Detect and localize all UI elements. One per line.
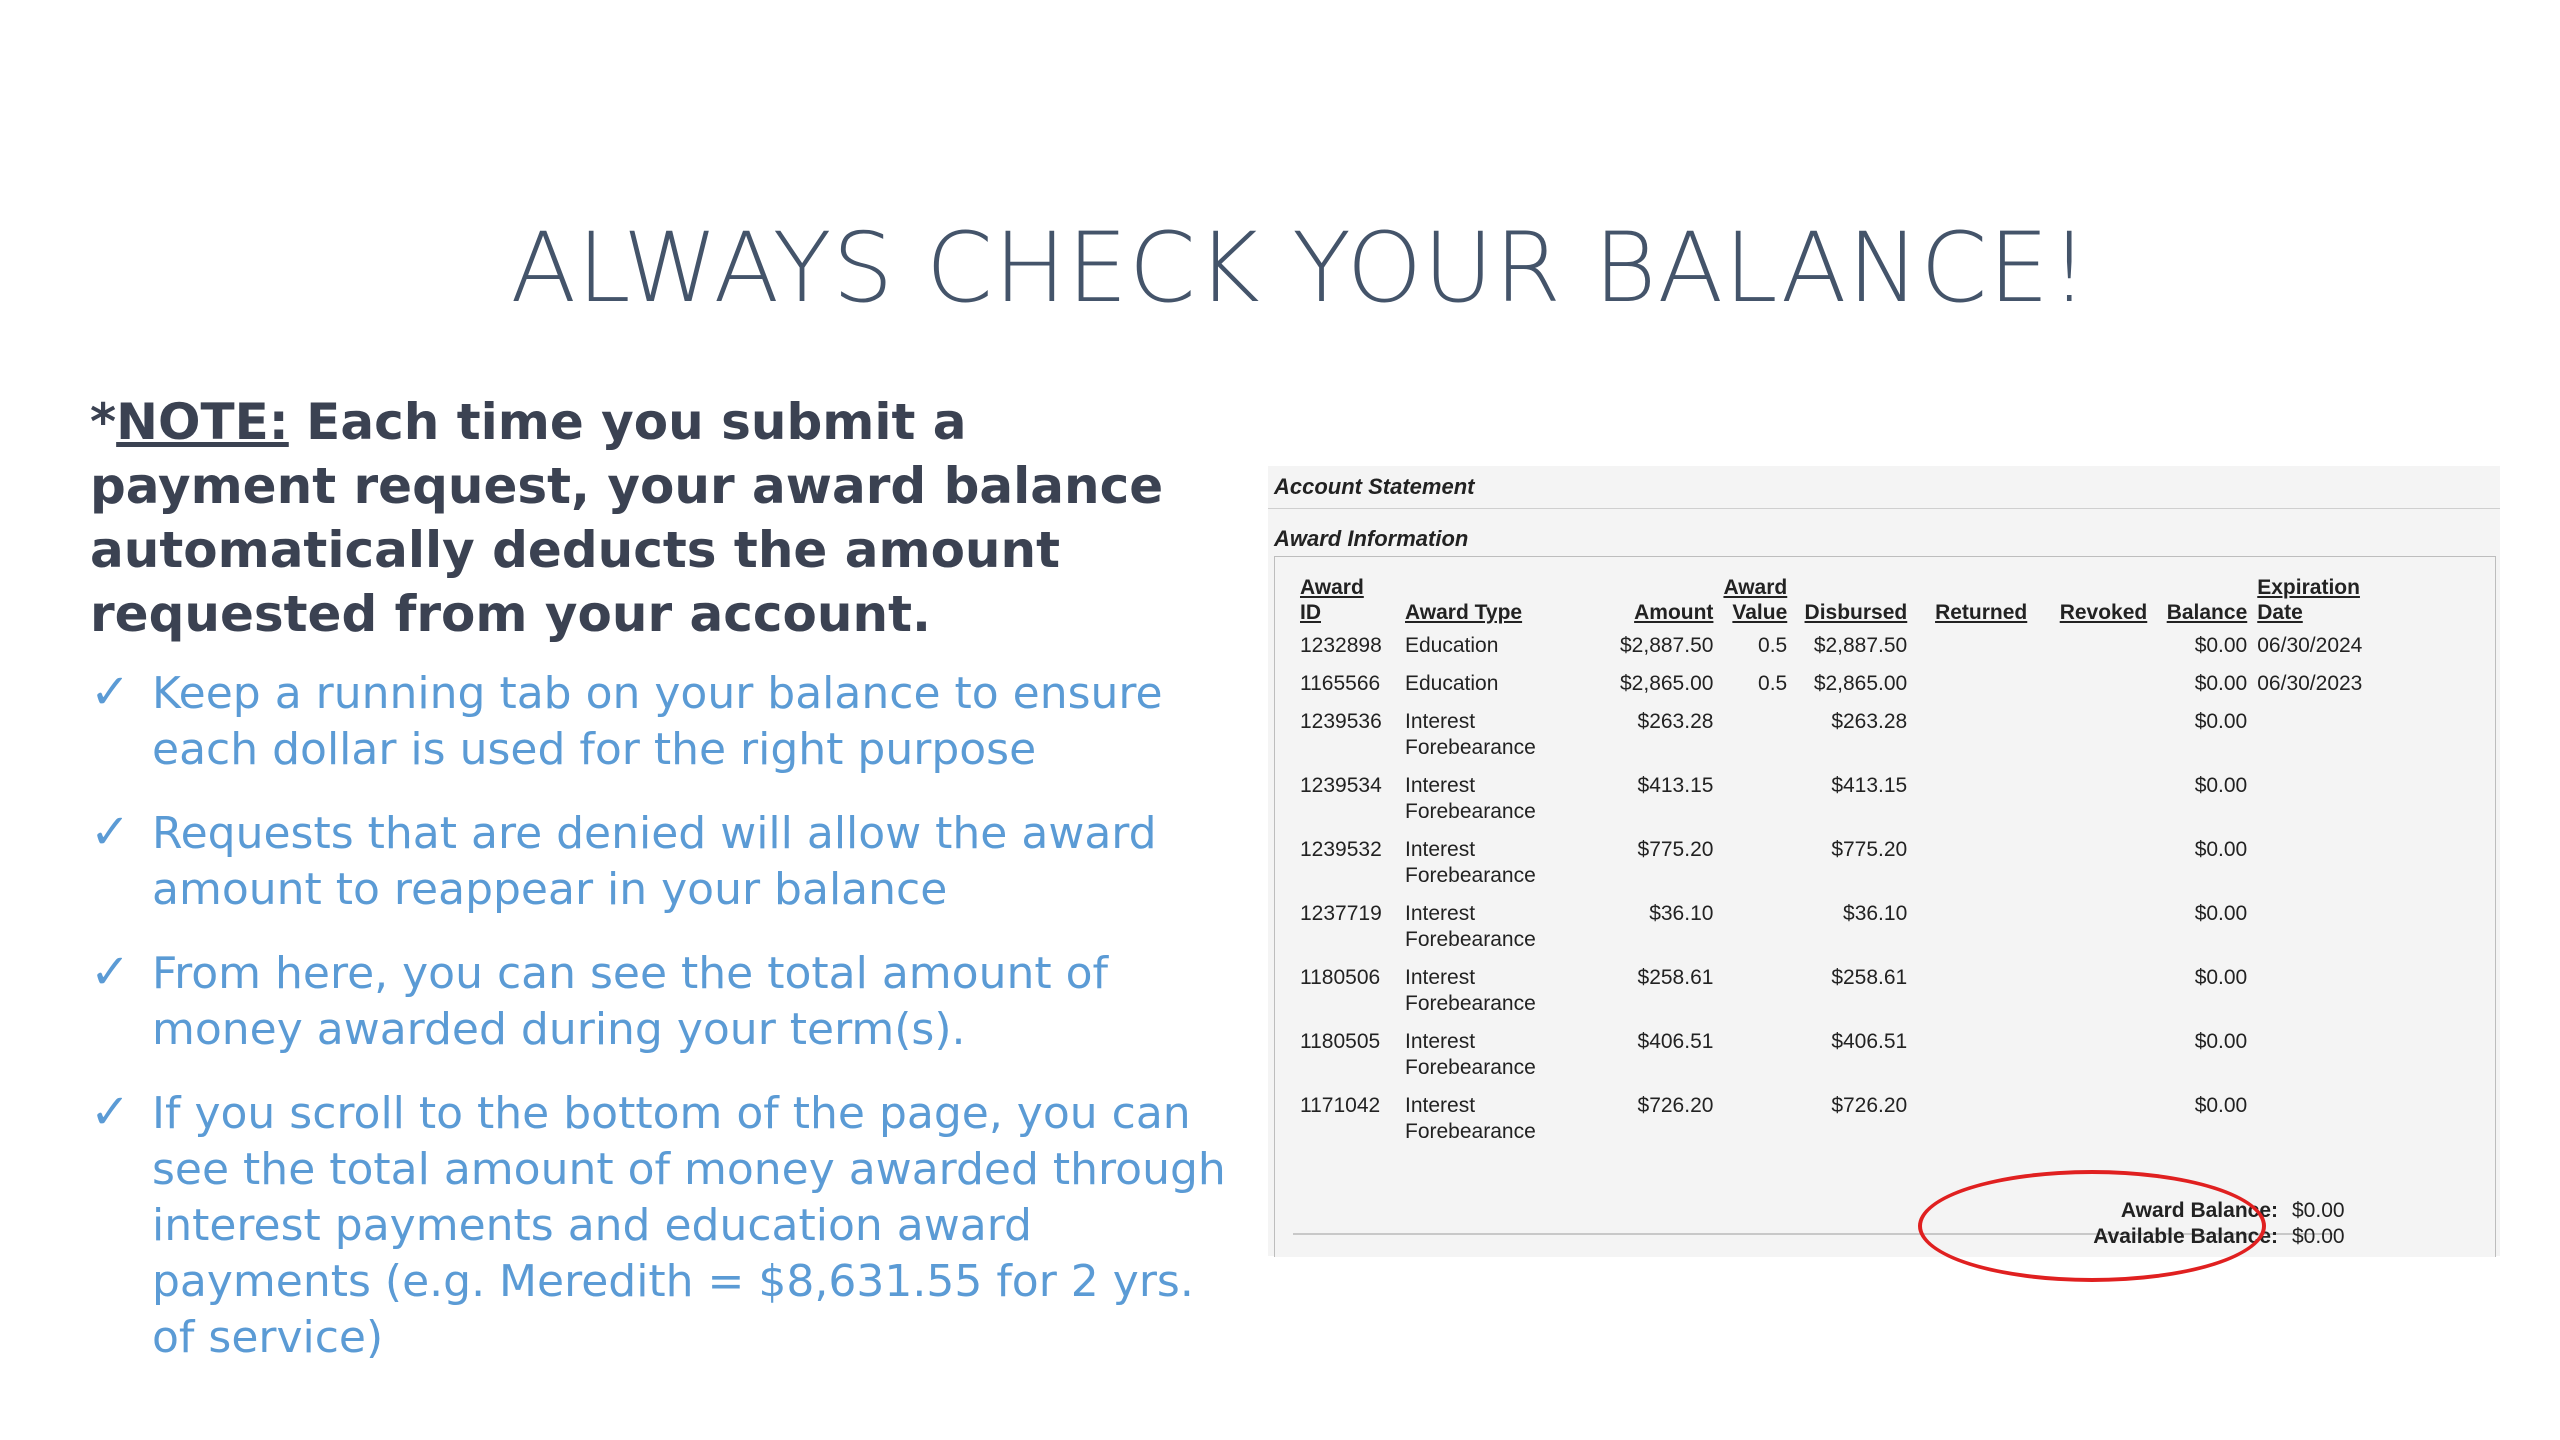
header-amount[interactable]: Amount xyxy=(1634,601,1714,624)
cell-id: 1180505 xyxy=(1300,1030,1381,1053)
cell-returned xyxy=(1912,899,2032,963)
cell-expiration xyxy=(2252,963,2372,1027)
award-balance-label: Award Balance: xyxy=(2120,1199,2278,1222)
cell-expiration xyxy=(2252,835,2372,899)
cell-value xyxy=(1718,899,1792,963)
cell-award-type: Education xyxy=(1405,672,1499,695)
cell-value: 0.5 xyxy=(1758,634,1788,657)
cell-award-type: Education xyxy=(1405,634,1499,657)
divider xyxy=(1268,508,2500,509)
bullet-list xyxy=(90,666,1230,1394)
cell-disbursed: $413.15 xyxy=(1831,774,1908,797)
award-table xyxy=(1295,575,2372,1155)
cell-expiration: 06/30/2024 xyxy=(2257,634,2363,657)
cell-returned xyxy=(1912,1091,2032,1155)
header-expiration-date[interactable]: Expiration Date xyxy=(2257,576,2360,624)
cell-amount: $413.15 xyxy=(1637,774,1714,797)
cell-returned xyxy=(1912,1027,2032,1091)
cell-disbursed: $726.20 xyxy=(1831,1094,1908,1117)
cell-returned xyxy=(1912,631,2032,669)
bullet-text: From here, you can see the total amount of money awarded during your term(s). xyxy=(152,948,1108,1055)
cell-value xyxy=(1718,963,1792,1027)
cell-value xyxy=(1718,707,1792,771)
bullet-item xyxy=(90,666,1230,778)
account-statement-heading: Account Statement xyxy=(1274,474,1475,499)
cell-balance: $0.00 xyxy=(2194,838,2248,861)
cell-id: 1239532 xyxy=(1300,838,1382,861)
table-row xyxy=(1295,963,2372,1027)
cell-id: 1171042 xyxy=(1300,1094,1381,1117)
cell-amount: $36.10 xyxy=(1649,902,1714,925)
table-row xyxy=(1295,631,2372,669)
table-row xyxy=(1295,899,2372,963)
cell-amount: $726.20 xyxy=(1637,1094,1714,1117)
note-text: Each time you submit a payment request, your award balance automatically deducts the amount requested from your account. xyxy=(90,393,1164,643)
award-balance-value: $0.00 xyxy=(2292,1199,2345,1222)
award-information-heading: Award Information xyxy=(1274,526,1469,551)
cell-balance: $0.00 xyxy=(2194,634,2248,657)
cell-disbursed: $36.10 xyxy=(1843,902,1908,925)
cell-expiration xyxy=(2252,707,2372,771)
cell-revoked xyxy=(2032,899,2152,963)
note-prefix: * xyxy=(90,393,117,451)
cell-revoked xyxy=(2032,771,2152,835)
header-disbursed[interactable]: Disbursed xyxy=(1804,601,1908,624)
cell-returned xyxy=(1912,771,2032,835)
cell-returned xyxy=(1912,669,2032,707)
bullet-text: If you scroll to the bottom of the page, you can see the total amount of money awarded through interest payments and education award payments (e.g. Meredith = $8,631.55 for 2 yrs. of service) xyxy=(152,1088,1226,1363)
cell-id: 1180506 xyxy=(1300,966,1381,989)
cell-value xyxy=(1718,771,1792,835)
cell-award-type: Interest Forebearance xyxy=(1405,902,1536,951)
cell-expiration xyxy=(2252,1027,2372,1091)
slide-title: ALWAYS CHECK YOUR BALANCE! xyxy=(510,212,2090,324)
cell-expiration xyxy=(2252,771,2372,835)
cell-amount: $406.51 xyxy=(1637,1030,1714,1053)
cell-balance: $0.00 xyxy=(2194,672,2248,695)
cell-amount: $775.20 xyxy=(1637,838,1714,861)
cell-disbursed: $2,865.00 xyxy=(1813,672,1908,695)
cell-award-type: Interest Forebearance xyxy=(1405,838,1536,887)
cell-award-type: Interest Forebearance xyxy=(1405,1030,1536,1079)
cell-value xyxy=(1718,1027,1792,1091)
cell-id: 1237719 xyxy=(1300,902,1382,925)
cell-balance: $0.00 xyxy=(2194,710,2248,733)
bullet-item xyxy=(90,1086,1230,1366)
header-balance[interactable]: Balance xyxy=(2166,601,2248,624)
cell-id: 1239534 xyxy=(1300,774,1382,797)
cell-award-type: Interest Forebearance xyxy=(1405,966,1536,1015)
header-award-id[interactable]: Award ID xyxy=(1300,576,1364,624)
cell-amount: $2,865.00 xyxy=(1620,672,1714,695)
table-row xyxy=(1295,1091,2372,1155)
available-balance-label: Available Balance: xyxy=(2093,1225,2278,1248)
cell-amount: $263.28 xyxy=(1637,710,1714,733)
cell-award-type: Interest Forebearance xyxy=(1405,774,1536,823)
cell-balance: $0.00 xyxy=(2194,1094,2248,1117)
bullet-text: Keep a running tab on your balance to ensure each dollar is used for the right purpose xyxy=(152,668,1163,775)
header-revoked[interactable]: Revoked xyxy=(2059,601,2148,624)
cell-balance: $0.00 xyxy=(2194,1030,2248,1053)
award-information-panel xyxy=(1274,556,2496,1257)
account-statement-screenshot xyxy=(1268,466,2500,1256)
cell-id: 1239536 xyxy=(1300,710,1382,733)
cell-value: 0.5 xyxy=(1758,672,1788,695)
available-balance-value: $0.00 xyxy=(2292,1225,2345,1248)
cell-revoked xyxy=(2032,669,2152,707)
cell-amount: $258.61 xyxy=(1637,966,1714,989)
cell-amount: $2,887.50 xyxy=(1620,634,1714,657)
table-header-row xyxy=(1295,575,2372,631)
cell-revoked xyxy=(2032,1091,2152,1155)
cell-award-type: Interest Forebearance xyxy=(1405,710,1536,759)
bullet-item xyxy=(90,946,1230,1058)
highlight-oval xyxy=(1918,1170,2266,1282)
award-table-body xyxy=(1295,631,2372,1155)
cell-value xyxy=(1718,835,1792,899)
note-paragraph xyxy=(90,390,1190,646)
cell-award-type: Interest Forebearance xyxy=(1405,1094,1536,1143)
cell-disbursed: $775.20 xyxy=(1831,838,1908,861)
table-row xyxy=(1295,771,2372,835)
cell-revoked xyxy=(2032,963,2152,1027)
checkmark-icon: ✓ xyxy=(90,664,131,720)
cell-balance: $0.00 xyxy=(2194,902,2248,925)
cell-id: 1232898 xyxy=(1300,634,1382,657)
header-award-type[interactable]: Award Type xyxy=(1405,601,1523,624)
cell-balance: $0.00 xyxy=(2194,966,2248,989)
cell-expiration xyxy=(2252,1091,2372,1155)
cell-balance: $0.00 xyxy=(2194,774,2248,797)
cell-expiration: 06/30/2023 xyxy=(2257,672,2363,695)
cell-revoked xyxy=(2032,631,2152,669)
table-row xyxy=(1295,669,2372,707)
cell-value xyxy=(1718,1091,1792,1155)
bullet-text: Requests that are denied will allow the award amount to reappear in your balance xyxy=(152,808,1157,915)
cell-expiration xyxy=(2252,899,2372,963)
cell-revoked xyxy=(2032,1027,2152,1091)
cell-revoked xyxy=(2032,707,2152,771)
checkmark-icon: ✓ xyxy=(90,1084,131,1140)
table-row xyxy=(1295,1027,2372,1091)
table-row xyxy=(1295,707,2372,771)
checkmark-icon: ✓ xyxy=(90,804,131,860)
cell-returned xyxy=(1912,835,2032,899)
bullet-item xyxy=(90,806,1230,918)
cell-returned xyxy=(1912,707,2032,771)
checkmark-icon: ✓ xyxy=(90,944,131,1000)
cell-disbursed: $406.51 xyxy=(1831,1030,1908,1053)
header-award-value[interactable]: Award Value xyxy=(1723,576,1788,624)
cell-disbursed: $263.28 xyxy=(1831,710,1908,733)
table-row xyxy=(1295,835,2372,899)
cell-returned xyxy=(1912,963,2032,1027)
cell-id: 1165566 xyxy=(1300,672,1381,695)
header-returned[interactable]: Returned xyxy=(1935,601,2028,624)
cell-disbursed: $258.61 xyxy=(1831,966,1908,989)
note-label: NOTE: xyxy=(116,393,289,451)
cell-revoked xyxy=(2032,835,2152,899)
cell-disbursed: $2,887.50 xyxy=(1813,634,1908,657)
